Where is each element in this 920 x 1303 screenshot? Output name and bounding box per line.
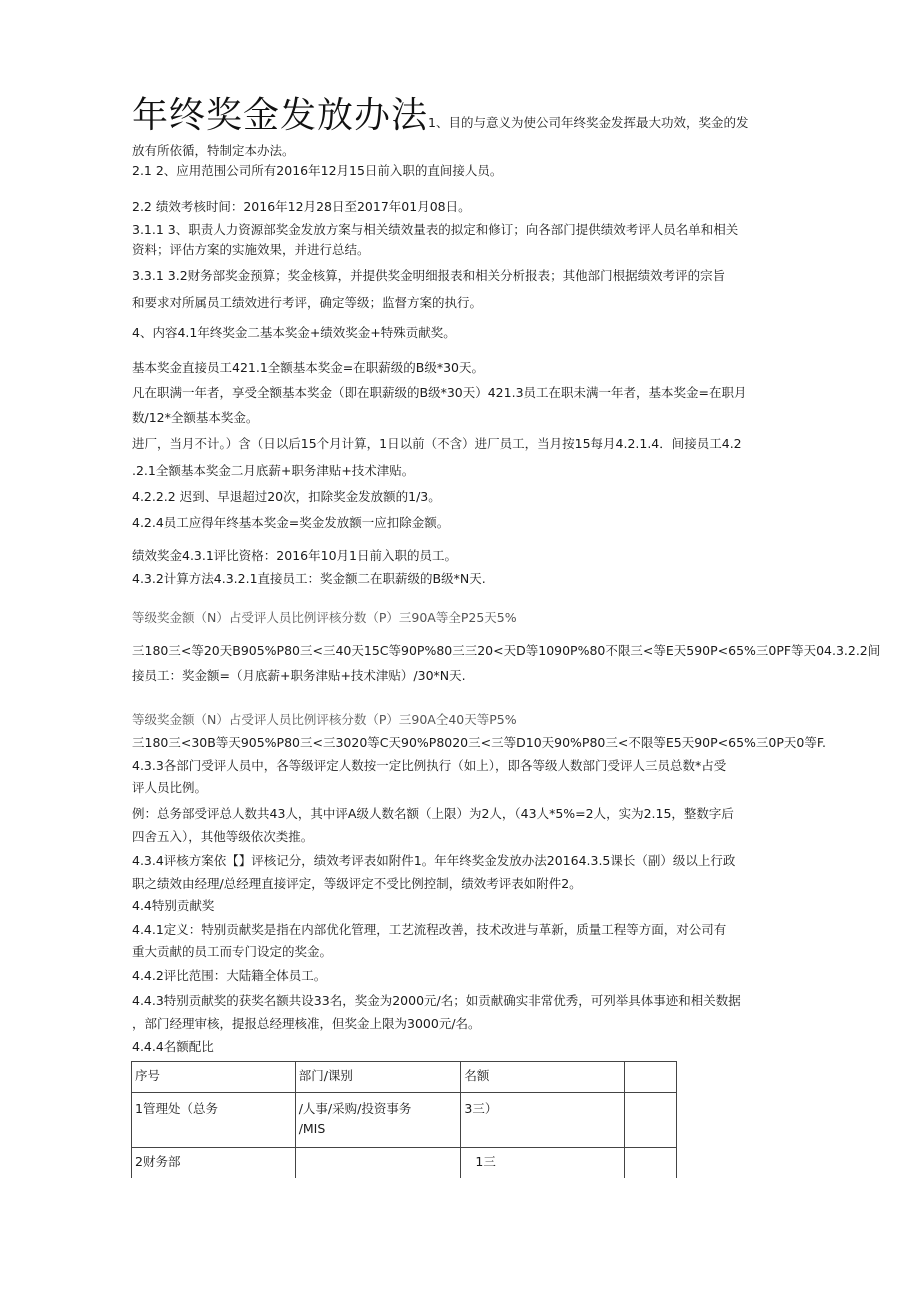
text-line: 评人员比例。 <box>132 780 208 795</box>
text-line: 2.1 2、应用范围公司所有2016年12月15日前入职的直间接人员。 <box>132 163 503 178</box>
table-cell: 1三 <box>461 1148 625 1179</box>
text-line: 等级奖金额（N）占受评人员比例评核分数（P）三90A等全P25天5% <box>132 610 517 625</box>
text-line: 4.3.3各部门受评人员中，各等级评定人数按一定比例执行（如上），即各等级人数部门受评人三员总数*占受 <box>132 758 727 773</box>
text-line: 3.1.1 3、职责人力资源部奖金发放方案与相关绩效量表的拟定和修订；向各部门提供绩效考评人员名单和相关 <box>132 222 739 237</box>
page-title: 年终奖金发放办法 <box>132 95 429 136</box>
text-line: 四舍五入），其他等级依次类推。 <box>132 829 314 844</box>
text-line: 4.3.4评核方案依【】评核记分，绩效考评表如附件1。年年终奖金发放办法20164.3.5课长（副）级以上行政 <box>132 853 736 868</box>
text-line: 4.2.4员工应得年终基本奖金=奖金发放额一应扣除金额。 <box>132 515 450 530</box>
text-line: 4.4.4名额配比 <box>132 1039 214 1054</box>
table-cell: 1管理处（总务 <box>132 1093 296 1148</box>
table-cell: 3三） <box>461 1093 625 1148</box>
text-line: 基本奖金直接员工421.1全额基本奖金=在职薪级的B级*30天。 <box>132 360 484 375</box>
table-header-cell: 名额 <box>461 1062 625 1093</box>
table-header-cell: 序号 <box>132 1062 296 1093</box>
text-line: 绩效奖金4.3.1评比资格：2016年10月1日前入职的员工。 <box>132 548 457 563</box>
section-heading: 4.4特别贡献奖 <box>132 898 215 913</box>
text-line: 资料；评估方案的实施效果，并进行总结。 <box>132 242 370 257</box>
table-header-cell <box>625 1062 677 1093</box>
table-cell: 2财务部 <box>132 1148 296 1179</box>
table-cell <box>625 1148 677 1179</box>
table-cell-line: /MIS <box>298 1121 326 1136</box>
table-cell <box>295 1148 461 1179</box>
text-line: 数/12*全额基本奖金。 <box>132 410 259 425</box>
text-line: 凡在职满一年者，享受全额基本奖金（即在职薪级的B级*30天）421.3员工在职未满一年者，基本奖金=在职月 <box>132 385 747 400</box>
table-row <box>132 1148 677 1179</box>
text-line: 1、目的与意义为使公司年终奖金发挥最大功效，奖金的发 <box>428 115 749 130</box>
table-row <box>132 1093 677 1148</box>
text-line: .2.1全额基本奖金二月底薪+职务津贴+技术津贴。 <box>132 463 415 478</box>
text-line: 4.4.2评比范围：大陆籍全体员工。 <box>132 968 327 983</box>
text-line: 三180三<等20天B905%P80三<三40天15C等90P%80三三20<天D等1090P%80不限三<等E天590P<65%三0PF等天04.3.2.2间 <box>132 643 881 658</box>
text-line: 2.2 绩效考核时间：2016年12月28日至2017年01月08日。 <box>132 199 471 214</box>
text-line: 放有所依循，特制定本办法。 <box>132 143 295 158</box>
table-header-cell: 部门/课别 <box>295 1062 461 1093</box>
text-line: 4、内容4.1年终奖金二基本奖金+绩效奖金+特殊贡献奖。 <box>132 325 456 340</box>
text-line: 和要求对所属员工绩效进行考评，确定等级；监督方案的执行。 <box>132 295 483 310</box>
text-line: ，部门经理审核，提报总经理核准，但奖金上限为3000元/名。 <box>132 1016 481 1031</box>
title-line <box>132 96 748 136</box>
text-line: 4.2.2.2 迟到、早退超过20次，扣除奖金发放额的1/3。 <box>132 489 441 504</box>
table-cell <box>295 1093 461 1148</box>
text-line: 4.4.1定义：特别贡献奖是指在内部优化管理，工艺流程改善，技术改进与革新，质量工程等方面，对公司有 <box>132 922 727 937</box>
table-cell <box>625 1093 677 1148</box>
text-line: 等级奖金额（N）占受评人员比例评核分数（P）三90A仝40天等P5% <box>132 712 517 727</box>
text-line: 例：总务部受评总人数共43人，其中评A级人数名额（上限）为2人，（43人*5%=2人，实为2.15，整数字后 <box>132 806 734 821</box>
table-cell-line: /人事/采购/投资事务 <box>298 1101 412 1116</box>
text-line: 进厂，当月不计。）含（日以后15个月计算，1日以前（不含）进厂员工，当月按15每月4.2.1.4．间接员工4.2 <box>132 436 742 451</box>
quota-table <box>131 1061 677 1178</box>
text-line: 4.4.3特别贡献奖的获奖名额共设33名，奖金为2000元/名；如贡献确实非常优秀，可列举具体事迹和相关数据 <box>132 993 741 1008</box>
text-line: 三180三<30B等天905%P80三<三3020等C天90%P8020三<三等D10天90%P80三<不限等E5天90P<65%三0P天0等F. <box>132 735 826 750</box>
table-header-row <box>132 1062 677 1093</box>
text-line: 接员工：奖金额=（月底薪+职务津贴+技术津贴）/30*N天. <box>132 668 466 683</box>
text-line: 职之绩效由经理/总经理直接评定，等级评定不受比例控制，绩效考评表如附件2。 <box>132 876 582 891</box>
text-line: 3.3.1 3.2财务部奖金预算；奖金核算，并提供奖金明细报表和相关分析报表；其他部门根据绩效考评的宗旨 <box>132 268 726 283</box>
text-line: 重大贡献的员工而专门设定的奖金。 <box>132 944 333 959</box>
text-line: 4.3.2计算方法4.3.2.1直接员工：奖金额二在职薪级的B级*N天. <box>132 571 486 586</box>
